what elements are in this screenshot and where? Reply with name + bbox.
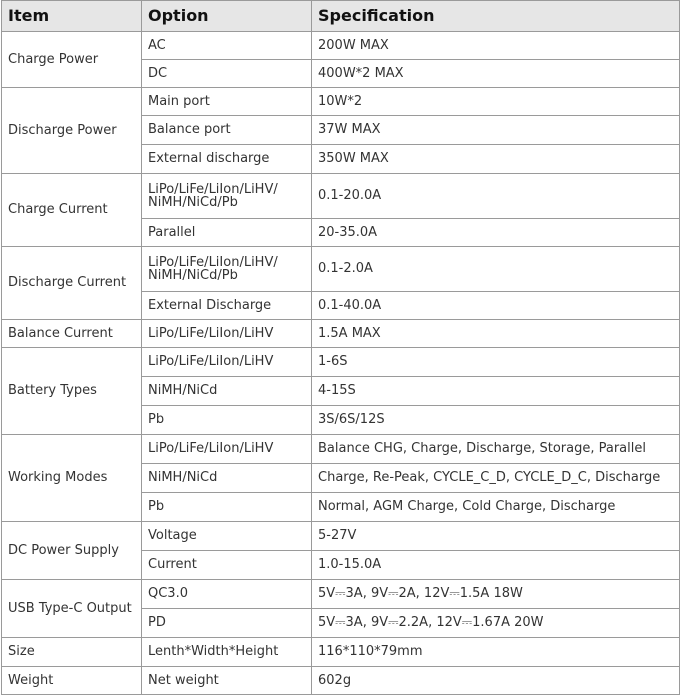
spec-cell: 116*110*79mm	[312, 638, 680, 667]
spec-cell: 1-6S	[312, 348, 680, 377]
option-cell: Pb	[142, 406, 312, 435]
header-option: Option	[142, 1, 312, 32]
spec-cell: 37W MAX	[312, 116, 680, 145]
option-cell: PD	[142, 609, 312, 638]
table-row	[2, 348, 680, 377]
option-cell: External discharge	[142, 145, 312, 174]
option-cell: AC	[142, 32, 312, 60]
option-cell: NiMH/NiCd	[142, 464, 312, 493]
table-row	[2, 247, 680, 292]
spec-cell: 602g	[312, 667, 680, 695]
spec-cell: 200W MAX	[312, 32, 680, 60]
table-row	[2, 88, 680, 116]
header-row	[2, 1, 680, 32]
table-row	[2, 580, 680, 609]
option-cell: LiPo/LiFe/LiIon/LiHV	[142, 348, 312, 377]
header-item: Item	[2, 1, 142, 32]
option-cell: Main port	[142, 88, 312, 116]
spec-cell: 1.5A MAX	[312, 320, 680, 348]
table-row	[2, 32, 680, 60]
spec-cell: 10W*2	[312, 88, 680, 116]
spec-cell: Balance CHG, Charge, Discharge, Storage, Parallel	[312, 435, 680, 464]
spec-cell: 0.1-2.0A	[312, 247, 680, 292]
option-cell: Net weight	[142, 667, 312, 695]
spec-cell: 3S/6S/12S	[312, 406, 680, 435]
option-cell: External Discharge	[142, 292, 312, 320]
table-row	[2, 667, 680, 695]
table-row	[2, 174, 680, 219]
option-cell: LiPo/LiFe/LiIon/LiHV	[142, 320, 312, 348]
spec-cell: 350W MAX	[312, 145, 680, 174]
spec-cell: Charge, Re-Peak, CYCLE_C_D, CYCLE_D_C, Discharge	[312, 464, 680, 493]
spec-cell: 0.1-40.0A	[312, 292, 680, 320]
table-row	[2, 435, 680, 464]
spec-cell: 5V⎓3A, 9V⎓2A, 12V⎓1.5A 18W	[312, 580, 680, 609]
spec-cell: 400W*2 MAX	[312, 60, 680, 88]
option-cell: Current	[142, 551, 312, 580]
table-row	[2, 522, 680, 551]
item-cell: Balance Current	[2, 320, 142, 348]
spec-cell: 1.0-15.0A	[312, 551, 680, 580]
item-cell: Charge Current	[2, 174, 142, 247]
option-cell: LiPo/LiFe/LiIon/LiHV	[142, 435, 312, 464]
spec-cell: 0.1-20.0A	[312, 174, 680, 219]
table-row	[2, 320, 680, 348]
option-cell: Lenth*Width*Height	[142, 638, 312, 667]
item-cell: Weight	[2, 667, 142, 695]
spec-cell: 20-35.0A	[312, 219, 680, 247]
spec-table	[1, 0, 680, 695]
option-cell: NiMH/NiCd	[142, 377, 312, 406]
table-row	[2, 638, 680, 667]
option-cell: QC3.0	[142, 580, 312, 609]
item-cell: Charge Power	[2, 32, 142, 88]
option-cell: Pb	[142, 493, 312, 522]
item-cell: Discharge Current	[2, 247, 142, 320]
option-cell: LiPo/LiFe/LiIon/LiHV/ NiMH/NiCd/Pb	[142, 174, 312, 219]
header-specification: Specification	[312, 1, 680, 32]
item-cell: Battery Types	[2, 348, 142, 435]
option-cell: Balance port	[142, 116, 312, 145]
option-cell: Parallel	[142, 219, 312, 247]
item-cell: Size	[2, 638, 142, 667]
item-cell: Working Modes	[2, 435, 142, 522]
option-cell: LiPo/LiFe/LiIon/LiHV/ NiMH/NiCd/Pb	[142, 247, 312, 292]
item-cell: Discharge Power	[2, 88, 142, 174]
item-cell: DC Power Supply	[2, 522, 142, 580]
spec-cell: Normal, AGM Charge, Cold Charge, Discharge	[312, 493, 680, 522]
spec-cell: 4-15S	[312, 377, 680, 406]
item-cell: USB Type-C Output	[2, 580, 142, 638]
option-cell: DC	[142, 60, 312, 88]
spec-cell: 5-27V	[312, 522, 680, 551]
spec-cell: 5V⎓3A, 9V⎓2.2A, 12V⎓1.67A 20W	[312, 609, 680, 638]
option-cell: Voltage	[142, 522, 312, 551]
